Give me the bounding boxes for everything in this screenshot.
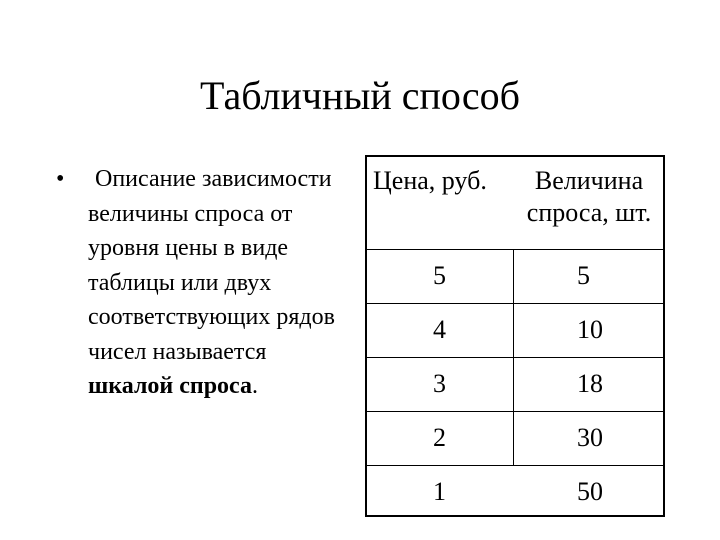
slide-title: Табличный способ bbox=[200, 73, 520, 118]
cell-price: 1 bbox=[433, 477, 446, 506]
demand-schedule-table bbox=[365, 155, 665, 517]
table-row bbox=[367, 411, 663, 465]
bullet-marker: • bbox=[56, 166, 65, 192]
bullet-text-main: Описание зависимости величины спроса от уровня цены в виде таблицы или двух соответствующих рядов чисел называется bbox=[88, 166, 335, 365]
cell-price: 5 bbox=[433, 261, 446, 290]
cell-quantity: 50 bbox=[577, 477, 603, 506]
table-row bbox=[367, 303, 663, 357]
cell-price: 2 bbox=[433, 423, 446, 452]
bullet-point bbox=[56, 162, 356, 404]
cell-price: 3 bbox=[433, 369, 446, 398]
table-row bbox=[367, 357, 663, 411]
bullet-term-bold: шкалой спроса bbox=[88, 373, 253, 399]
bullet-text bbox=[88, 162, 356, 404]
bullet-text-end: . bbox=[252, 373, 259, 399]
header-price: Цена, руб. bbox=[373, 166, 487, 195]
header-quantity: Величина спроса, шт. bbox=[526, 166, 652, 227]
cell-quantity: 18 bbox=[577, 369, 603, 398]
cell-quantity: 30 bbox=[577, 423, 603, 452]
cell-price: 4 bbox=[433, 315, 446, 344]
cell-quantity: 10 bbox=[577, 315, 603, 344]
table-row bbox=[367, 249, 663, 303]
table-row bbox=[367, 465, 663, 519]
cell-quantity: 5 bbox=[577, 261, 590, 290]
table-header bbox=[367, 157, 663, 249]
